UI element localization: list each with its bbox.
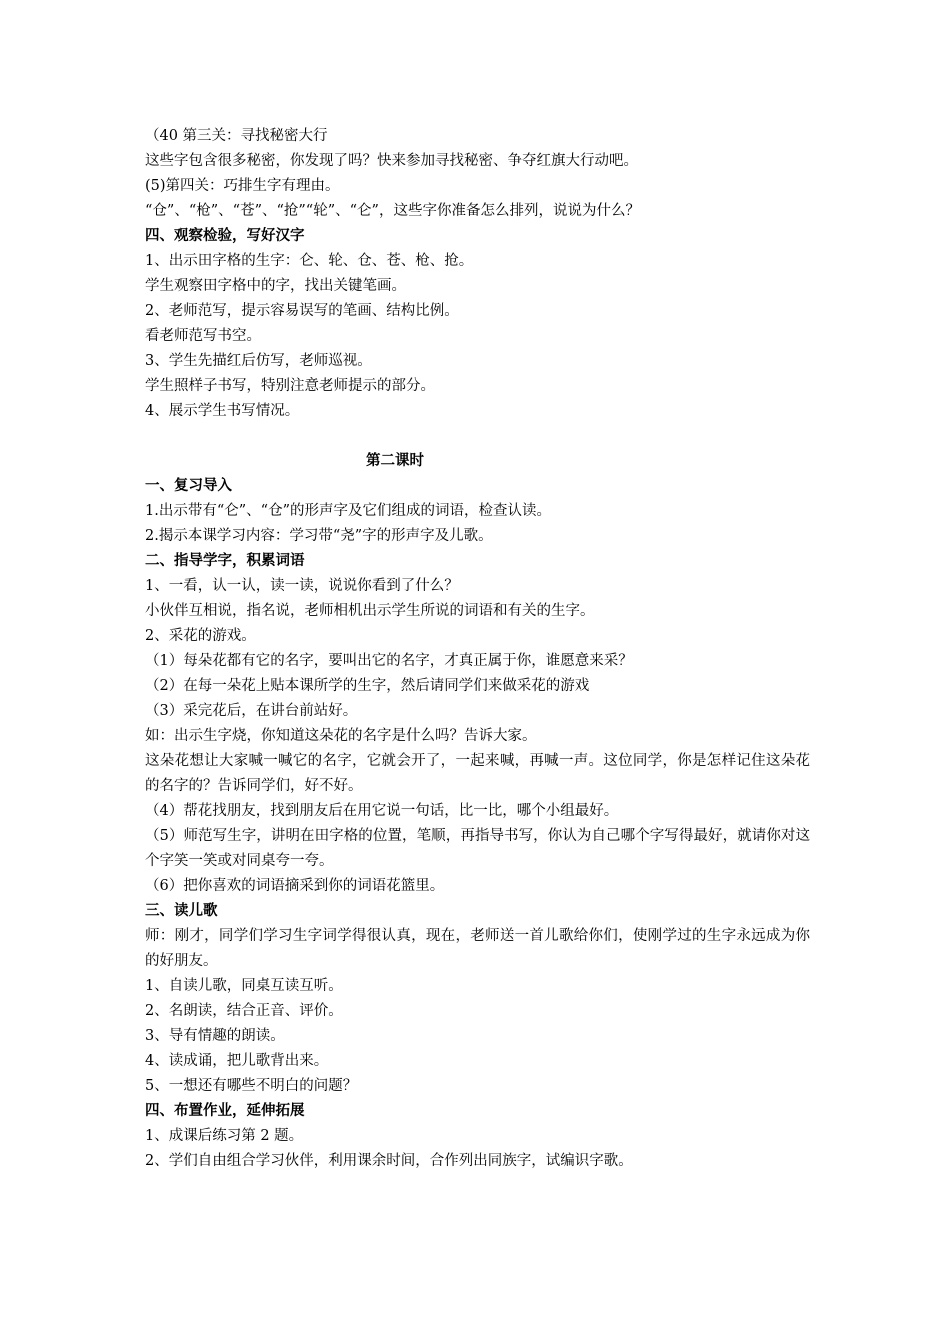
paragraph: 3、学生先描红后仿写，老师巡视。	[145, 353, 372, 369]
paragraph: 2、学们自由组合学习伙伴，利用课余时间，合作列出同族字，试编识字歌。	[145, 1153, 633, 1169]
paragraph: （3）采完花后，在讲台前站好。	[145, 703, 358, 719]
paragraph: “仓”、“枪”、“苍”、“抢”“轮”、“仑”，这些字你准备怎么排列，说说为什么？	[145, 203, 640, 219]
paragraph: 1、成课后练习第 2 题。	[145, 1128, 304, 1144]
paragraph: 师：刚才，同学们学习生字词学得很认真，现在，老师送一首儿歌给你们，使刚学过的生字永远成为你的好朋友。	[145, 928, 810, 969]
paragraph: 4、读成诵，把儿歌背出来。	[145, 1053, 329, 1069]
blank-line	[145, 424, 810, 449]
paragraph: 小伙伴互相说，指名说，老师相机出示学生所说的词语和有关的生字。	[145, 603, 595, 619]
paragraph: 学生照样子书写，特别注意老师提示的部分。	[145, 378, 435, 394]
paragraph: （40 第三关：寻找秘密大行	[145, 128, 328, 144]
paragraph: 2、老师范写，提示容易误写的笔画、结构比例。	[145, 303, 459, 319]
lesson-title: 第二课时	[366, 453, 424, 469]
paragraph: （4）帮花找朋友，找到朋友后在用它说一句话，比一比，哪个小组最好。	[145, 803, 619, 819]
paragraph: 4、展示学生书写情况。	[145, 403, 300, 419]
paragraph: 1.出示带有“仑”、“仓”的形声字及它们组成的词语，检查认读。	[145, 503, 551, 519]
paragraph: 如：出示生字烧，你知道这朵花的名字是什么吗？告诉大家。	[145, 728, 537, 744]
paragraph: 5、一想还有哪些不明白的问题？	[145, 1078, 358, 1094]
paragraph: 2.揭示本课学习内容：学习带“尧”字的形声字及儿歌。	[145, 528, 493, 544]
paragraph: （5）师范写生字，讲明在田字格的位置，笔顺，再指导书写，你认为自己哪个字写得最好，就请你对这个字笑一笑或对同桌夸一夸。	[145, 828, 810, 869]
paragraph: （2）在每一朵花上贴本课所学的生字，然后请同学们来做采花的游戏	[145, 678, 590, 694]
section-heading: 一、复习导入	[145, 478, 232, 494]
section-heading: 二、指导学字，积累词语	[145, 553, 305, 569]
paragraph: 这朵花想让大家喊一喊它的名字，它就会开了，一起来喊，再喊一声。这位同学，你是怎样记住这朵花的名字的？告诉同学们，好不好。	[145, 753, 810, 794]
paragraph: 1、出示田字格的生字：仑、轮、仓、苍、枪、抢。	[145, 253, 474, 269]
paragraph: 这些字包含很多秘密，你发现了吗？快来参加寻找秘密、争夺红旗大行动吧。	[145, 153, 638, 169]
section-heading: 四、布置作业，延伸拓展	[145, 1103, 305, 1119]
paragraph: 学生观察田字格中的字，找出关键笔画。	[145, 278, 406, 294]
paragraph: (5)第四关：巧排生字有理由。	[145, 178, 340, 194]
paragraph: （1）每朵花都有它的名字，要叫出它的名字，才真正属于你，谁愿意来采？	[145, 653, 633, 669]
paragraph: 2、名朗读，结合正音、评价。	[145, 1003, 343, 1019]
paragraph: 2、采花的游戏。	[145, 628, 256, 644]
paragraph: 3、导有情趣的朗读。	[145, 1028, 285, 1044]
paragraph: 1、自读儿歌，同桌互读互听。	[145, 978, 343, 994]
section-heading: 三、读儿歌	[145, 903, 218, 919]
paragraph: 1、一看，认一认，读一读，说说你看到了什么？	[145, 578, 459, 594]
section-heading: 四、观察检验，写好汉字	[145, 228, 305, 244]
document-page	[145, 124, 810, 1174]
paragraph: 看老师范写书空。	[145, 328, 261, 344]
paragraph: （6）把你喜欢的词语摘采到你的词语花篮里。	[145, 878, 445, 894]
